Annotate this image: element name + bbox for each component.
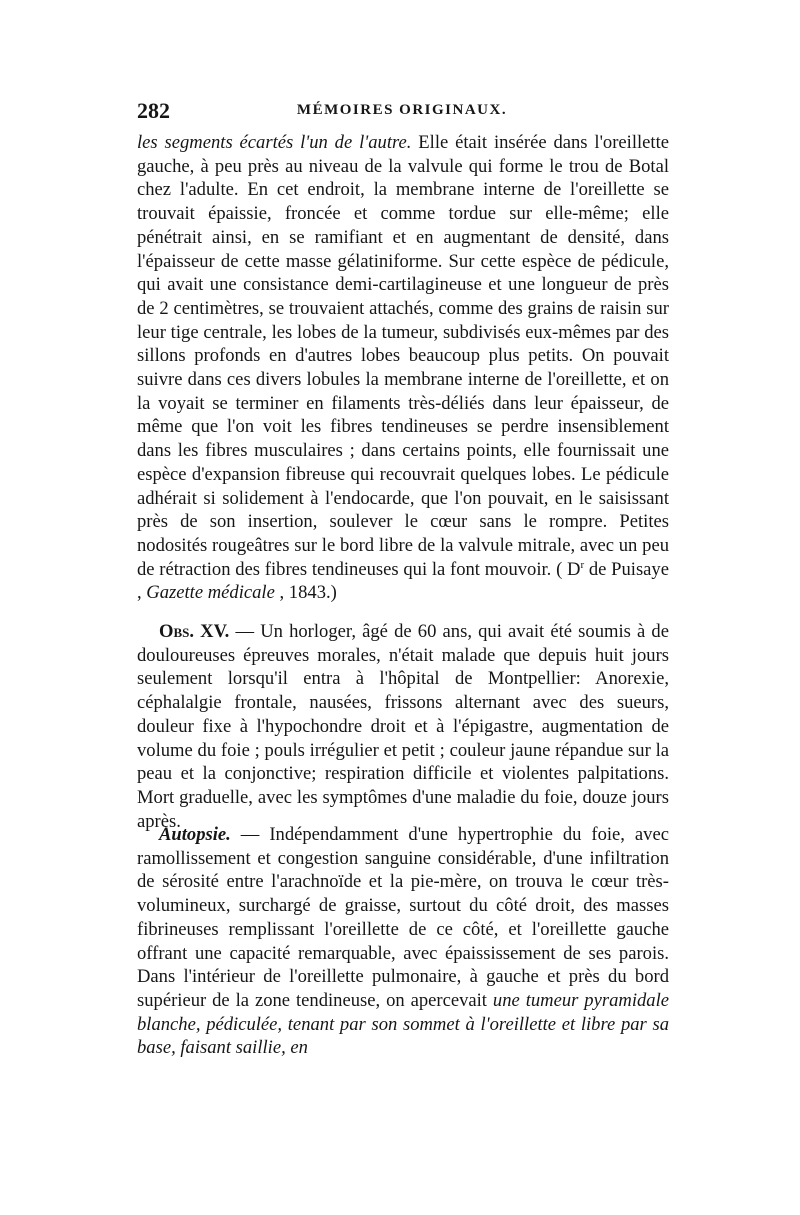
paragraph-autopsy bbox=[137, 823, 669, 1060]
citation-author: de Puisaye , bbox=[137, 558, 669, 604]
autopsy-text: — Indépendamment d'une hypertrophie du foie, avec ramollissement et congestion sanguine considérable, d'une infiltration de sérosité entre l'arachnoïde et la pie-mère, on trouva le cœur très-volumineux, surchargé de graisse, surtout du côté droit, des masses fibrineuses remplissant l'oreillette de ce côté, et l'oreillette gauche offrant une capacité remarquable, avec épaississement de ses parois. Dans l'intérieur de l'oreillette pulmonaire, à gauche et près du bord supérieur de la zone tendineuse, on apercevait bbox=[137, 824, 669, 1011]
citation-year: , 1843.) bbox=[274, 582, 337, 604]
autopsy-italic-end: une tumeur pyramidale blanche, pédiculée, tenant par son sommet à l'oreillette et libre par sa base, faisant saillie, en bbox=[137, 989, 669, 1059]
paragraph-text: Elle était insérée dans l'oreillette gauche, à peu près au niveau de la valvule qui forme le trou de Botal chez l'adulte. En cet endroit, la membrane interne de l'oreillette se trouvait épaissie, froncée et comme tordue sur elle-même; elle pénétrait ainsi, en se ramifiant et en augmentant de densité, dans l'épaisseur de cette masse gélatiniforme. Sur cette espèce de pédicule, qui avait une consistance demi-cartilagineuse et une longueur de près de 2 centimètres, se trouvaient attachés, comme des grains de raisin sur leur tige centrale, les lobes de la tumeur, subdivisés eux-mêmes par des sillons profonds en d'autres lobes beaucoup plus petits. On pouvait suivre dans ces divers lobules la membrane interne de l'oreillette, et on la voyait se terminer en filaments très-déliés dans leur épaisseur, de même que l'on voit les fibres tendineuses se perdre insensiblement dans les fibres musculaires ; dans certains points, elle fournissait une espèce d'expansion fibreuse qui recouvrait quelques lobes. Le pédicule adhérait si solidement à l'endocarde, que l'on pouvait, en le saisissant près de son insertion, soulever le cœur sans le rompre. Petites nodosités rougeâtres sur le bord libre de la valvule mitrale, avec un peu de rétraction des fibres tendineuses qui la font mouvoir. bbox=[137, 132, 669, 580]
observation-text: — Un horloger, âgé de 60 ans, qui avait été soumis à de douloureuses épreuves morales, n'était malade que depuis huit jours seulement lorsqu'il entra à l'hôpital de Montpellier: Anorexie, céphalalgie frontale, nausées, frissons alternant avec des sueurs, douleur fixe à l'hypochondre droit et à l'épigastre, augmentation de volume du foie ; pouls irrégulier et petit ; couleur jaune répandue sur la peau et la conjonctive; respiration difficile et violentes palpitations. Mort graduelle, avec les symptômes d'une maladie du foie, douze jours après. bbox=[137, 621, 669, 832]
page-number: 282 bbox=[137, 98, 170, 123]
observation-label: Obs. XV. bbox=[159, 621, 230, 642]
citation-journal: Gazette médicale bbox=[146, 582, 275, 604]
autopsy-label: Autopsie. bbox=[159, 824, 231, 845]
citation-superscript: r bbox=[580, 558, 585, 571]
paragraph-observation-xv bbox=[137, 620, 669, 833]
running-title: MÉMOIRES ORIGINAUX. bbox=[296, 102, 508, 118]
page-header bbox=[137, 98, 667, 122]
paragraph-case-description bbox=[137, 131, 669, 605]
paragraph-intro-italic: les segments écartés l'un de l'autre. bbox=[137, 132, 412, 153]
citation-open: ( D bbox=[556, 558, 581, 580]
